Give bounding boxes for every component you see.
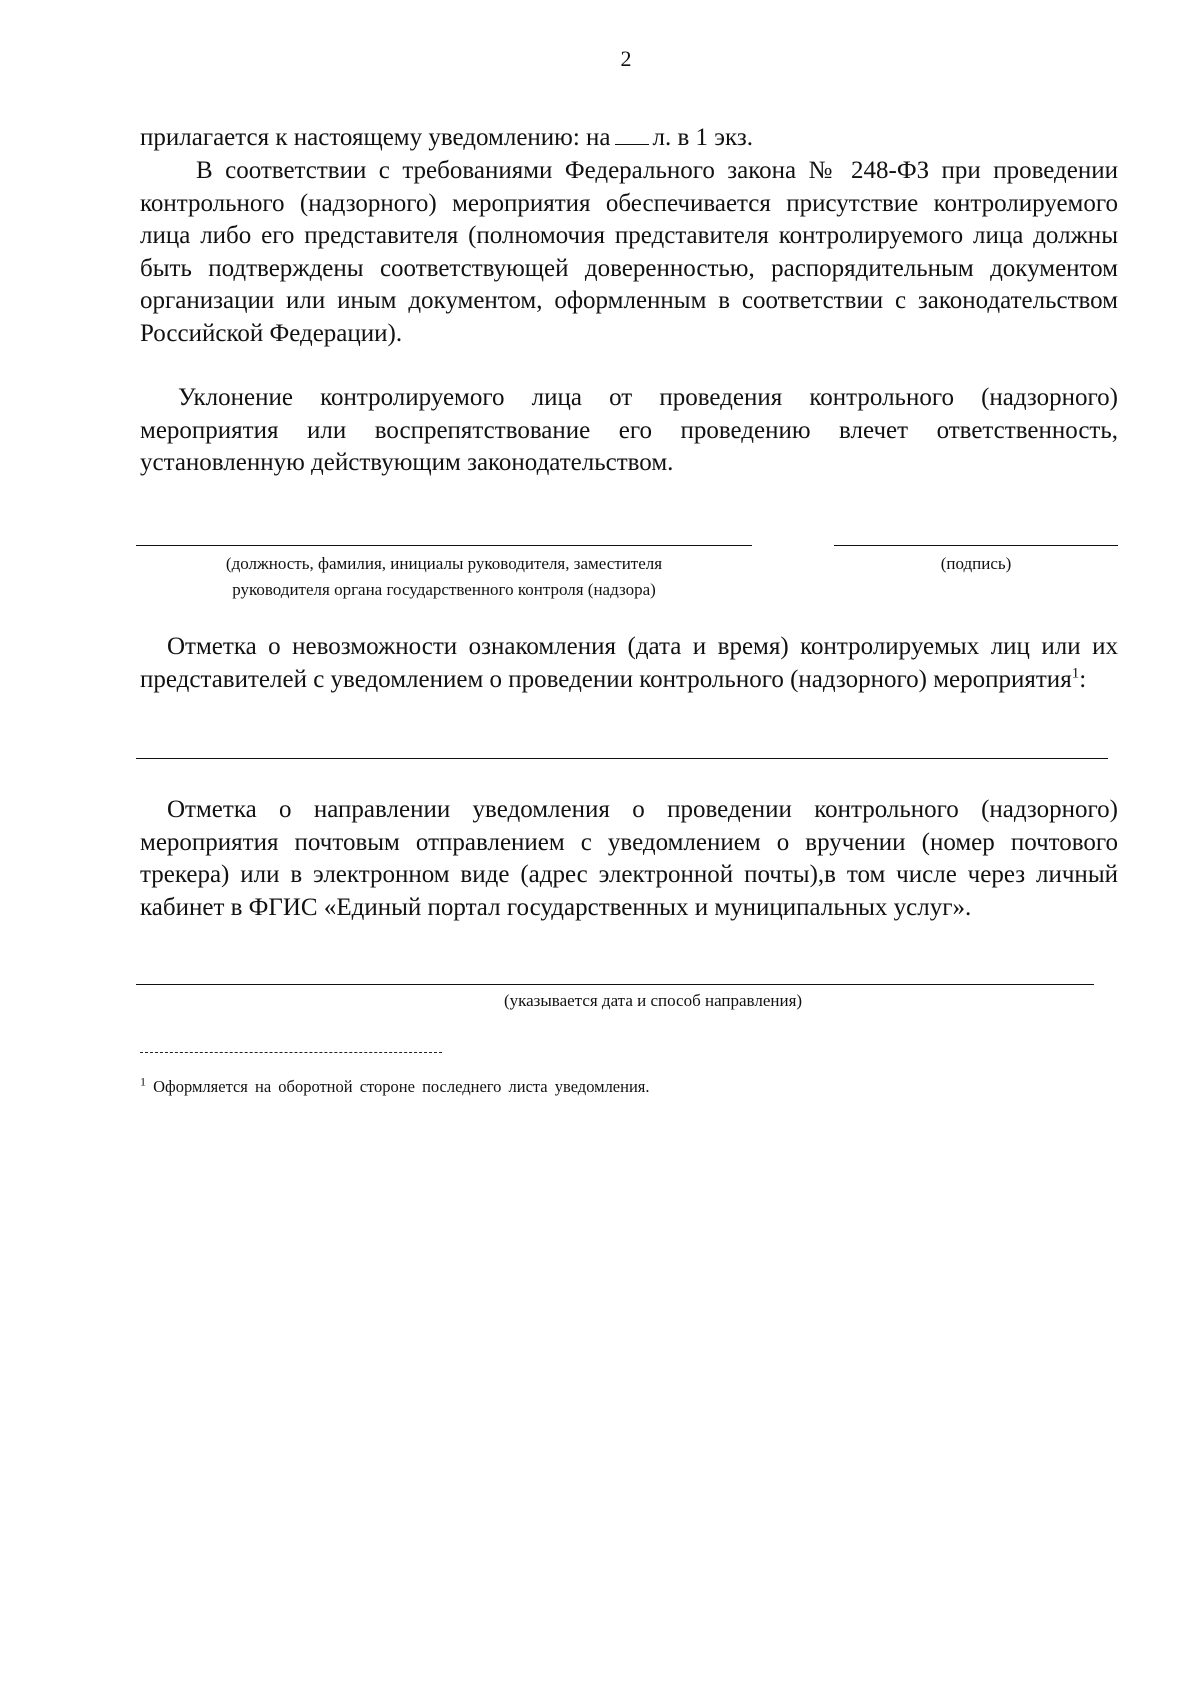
footnote-reference: 1 bbox=[1071, 665, 1080, 682]
official-caption-line2: руководителя органа государственного контроля (надзора) bbox=[232, 580, 656, 599]
paragraph-presence-requirement bbox=[140, 155, 1118, 350]
page-number: 2 bbox=[620, 46, 632, 71]
sheet-count-blank bbox=[615, 126, 649, 145]
presence-requirement-text: В соответствии с требованиями Федерального закона № 248-ФЗ при проведении контрольного (надзорного) мероприятия обеспечивается присутствие контролируемого лица либо его представителя (полномочия представителя контролируемого лица должны быть подтверждены соответствующей доверенностью, распорядительным документом организации или иным документом, оформленным в соответствии с законодательством Российской Федерации). bbox=[140, 157, 1118, 347]
footnote-marker: 1 bbox=[140, 1074, 146, 1089]
signature-line bbox=[834, 545, 1118, 546]
attachment-text: прилагается к настоящему уведомлению: на bbox=[140, 124, 611, 151]
official-signature-line bbox=[136, 545, 752, 546]
official-caption bbox=[136, 551, 752, 603]
signature-caption: (подпись) bbox=[940, 554, 1012, 573]
paragraph-attachment bbox=[140, 122, 1118, 155]
mark-sending-caption: (указывается дата и способ направления) bbox=[503, 991, 803, 1010]
mark-sending-text: Отметка о направлении уведомления о проведении контрольного (надзорного) мероприятия почтовым отправлением с уведомлением о вручении (номер почтового трекера) или в электронном виде (адрес электронной почты),в том числе через личный кабинет в ФГИС «Единый портал государственных и муниципальных услуг». bbox=[140, 796, 1118, 921]
mark-sending-line bbox=[136, 984, 1094, 985]
paragraph-mark-impossibility: Отметка о невозможности ознакомления (дата и время) контролируемых лиц или их представителей с уведомлением о проведении контрольного (надзорного) мероприятия$^1$: bbox=[140, 633, 1118, 693]
footnote bbox=[140, 1075, 650, 1099]
attachment-copies-text: л. в 1 экз. bbox=[652, 124, 753, 151]
footnote-separator bbox=[140, 1052, 442, 1053]
paragraph-mark-sending bbox=[140, 794, 1118, 924]
mark-impossibility-line bbox=[136, 758, 1108, 759]
official-caption-line1: (должность, фамилия, инициалы руководителя, заместителя bbox=[225, 554, 663, 573]
paragraph-evasion-liability bbox=[140, 382, 1118, 480]
evasion-liability-text: Уклонение контролируемого лица от проведения контрольного (надзорного) мероприятия или воспрепятствование его проведению влечет ответственность, установленную действующим законодательством. bbox=[140, 384, 1118, 476]
mark-impossibility-text: Отметка о невозможности ознакомления (дата и время) контролируемых лиц или их представителей с уведомлением о проведении контрольного (надзорного) мероприятия bbox=[140, 633, 1118, 693]
footnote-text: Оформляется на оборотной стороне последнего листа уведомления. bbox=[153, 1077, 650, 1096]
